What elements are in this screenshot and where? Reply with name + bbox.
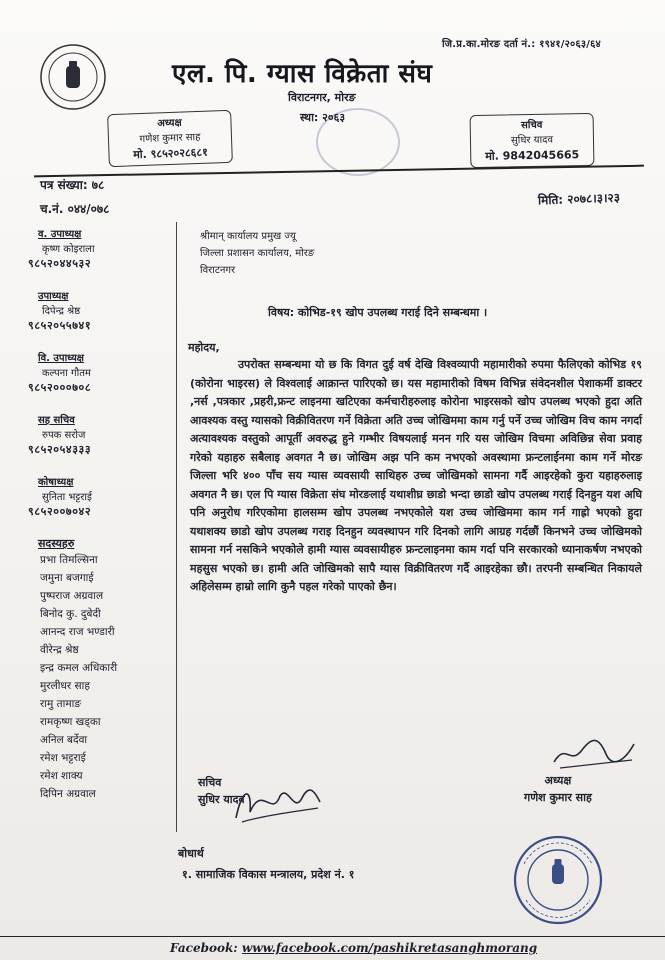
member-name: इन्द्र कमल अधिकारी [40, 662, 118, 674]
president-phone: मो. ९८५२०२८६८१ [132, 145, 209, 162]
sidebar-name: कृष्ण कोइराला [42, 244, 95, 255]
sidebar-name: रुपक सरोज [42, 430, 86, 441]
sidebar-role: वि. उपाध्यक्ष [38, 353, 84, 364]
letter-number: पत्र संख्या: ७८ [40, 178, 105, 192]
member-name: आनन्द राज भण्डारी [40, 626, 115, 638]
member-name: रामकृष्ण खड्का [40, 716, 101, 728]
footer-label: Facebook: [170, 941, 238, 955]
president-name: गणेश कुमार साह [139, 131, 201, 146]
member-name: दिपिन अग्रवाल [40, 788, 96, 800]
organization-title: एल. पि. ग्यास विक्रेता संघ [172, 59, 433, 89]
dispatch-number: च.नं. ०४४/०७८ [40, 202, 110, 216]
facebook-link[interactable]: www.facebook.com/pashikretasanghmorang [241, 941, 538, 955]
member-name: बिनोद कु. दुबेदी [40, 608, 101, 620]
member-name: जमुना बजगाई [40, 572, 94, 584]
member-name: रामु तामाङ [40, 698, 82, 710]
member-name: पुष्पराज अग्रवाल [40, 590, 104, 602]
organization-address: विराटनगर, मोरङ [288, 91, 356, 104]
president-role: अध्यक्ष [157, 117, 182, 130]
president-signature [548, 732, 638, 776]
sidebar-role: सह सचिव [38, 415, 75, 426]
secretary-box [470, 113, 595, 168]
secretary-signature [232, 778, 322, 824]
member-name: अनिल बर्देवा [40, 734, 88, 746]
letter-body: उपरोक्त सम्बन्धमा यो छ कि विगत दुई वर्ष देखि विश्वव्यापी महामारीको रुपमा फैलिएको कोभिड १९ (कोरोना भाइरस) ले विश्वलाई आक्रान्त पारिएको छ। यस महामारीको विषम विभिन्न संवेदनशील पेशाकर्मी डाक्टर ,नर्स ,पत्रकार ,प्रहरी,फ्रन्ट लाइनमा खटिएका कर्मचारीहरुलाइ कोरोना भाइरसको खोप उपलब्ध भएको हुदा अति आवश्यक वस्तु ग्यासको विक्रीवितरण गर्ने विक्रेता अति उच्च जोखिममा काम गर्नु पर्ने उच्च जोखिम विच काम नगर्दा अत्यावश्यक वस्तुको आपूर्ती अवरुद्ध हुने गम्भीर विषयलाई मनन गरि यस जोखिम विचमा अविछिन्न सेवा प्रवाह गरेको यहाहरु सबैलाइ अवगत नै छ। जोखिम अझ पनि कम नभएको अवस्थामा फ्रन्टलाईनमा काम गर्ने मोरङ जिल्ला भरि ४०० पाँच सय ग्यास व्यवसायी साथिहरु उच्च जोखिमको सामना गर्दै आइरहेको कुरा यहाहरुलाइ अवगत नै छ। एल पि ग्यास विक्रेता संघ मोरङलाई यथाशीघ्र छाडो भन्दा छाडो खोप उपलब्ध गराई दिनहुन यश अघि पनि अनुरोध गरिएकोमा हालसम्म खोप उपलब्ध नभएकोले यश उच्च जोखिममा काम गर्न गाह्रो भएको हुदा यथाशक्य छाडो खोप उपलब्ध गराइ दिनहुन व्यवस्थापन गरि दिनको लागि आग्रह गर्दछौं किनभने उच्च जोखिमको सामना गर्न नसकिने भएकोले हामी ग्यास व्यवसायीहरु फ्रन्टलाइनमा काम गर्दा पनि सरकारको ध्यानाकर्षण नभएको महसुस भएको छ। हामी अति जोखिमको सापै ग्यास विक्रीवितरण गर्दै आइरहेका छौ। तरपनी सम्बन्धित निकायले अहिलेसम्म हाम्रो लागि कुनै पहल गरेको पाएको छैन। [190, 358, 642, 593]
secretary-phone: मो. 9842045665 [485, 148, 580, 163]
members-heading: सदस्यहरु [38, 537, 75, 550]
salutation: महोदय, [188, 341, 220, 354]
member-name: रमेश भट्टराई [40, 752, 86, 764]
sidebar-phone: ९८५२०५५७४१ [28, 319, 92, 332]
emblem-icon [38, 42, 108, 112]
member-name: प्रभा तिमल्सिना [40, 554, 98, 566]
sidebar-entry [28, 350, 172, 395]
sidebar-phone: ९८५२००७०४२ [28, 505, 92, 518]
footer [170, 941, 537, 955]
established-year: स्था: २०६३ [300, 111, 346, 124]
sidebar-phone: ९८५२०४४५३२ [28, 257, 92, 270]
sidebar-entry [28, 226, 172, 271]
secretary-sign-name: सुधिर यादव [198, 793, 245, 806]
sidebar-name: दिपेन्द्र श्रेष्ठ [42, 306, 81, 317]
president-signature-block [524, 772, 592, 806]
sidebar-divider [176, 222, 177, 832]
member-name: वीरेन्द्र श्रेष्ठ [40, 644, 79, 656]
president-sign-name: गणेश कुमार साह [524, 791, 592, 804]
sidebar-name: सुनिता भट्टराई [42, 492, 92, 503]
sidebar-role: कोषाध्यक्ष [38, 477, 74, 488]
sidebar-entry [28, 288, 172, 333]
president-box [107, 110, 233, 167]
footer-divider [0, 936, 665, 937]
cc-heading: बोधार्थ [178, 847, 204, 860]
secretary-sign-role: सचिव [198, 776, 222, 789]
sidebar-entry [28, 474, 172, 519]
president-sign-role: अध्यक्ष [544, 774, 572, 787]
seal-stamp-icon [512, 834, 604, 926]
member-name: मुरलीधर साह [40, 680, 90, 692]
sidebar-entry [28, 412, 172, 457]
sidebar-role: व. उपाध्यक्ष [38, 229, 82, 240]
sidebar-role: उपाध्यक्ष [38, 291, 69, 302]
registration-number: जि.प्र.का.मोरङ दर्ता नं.: १९४१/२०६३/६४ [442, 39, 601, 50]
cc-item: १. सामाजिक विकास मन्त्रालय, प्रदेश नं. १ [182, 868, 355, 881]
sidebar-phone: ९८५२०५४३३३ [28, 443, 92, 456]
secretary-name: सुधिर यादव [510, 134, 554, 147]
recipient-line: जिल्ला प्रशासन कार्यालय, मोरङ [200, 248, 315, 259]
sidebar-phone: ९८५२०००७०८ [28, 381, 92, 394]
recipient-line: श्रीमान् कार्यालय प्रमुख ज्यू [200, 231, 296, 242]
secretary-role: सचिव [521, 119, 543, 132]
sidebar [28, 226, 172, 803]
member-name: रमेश शाक्य [40, 770, 83, 782]
letter-date: मिति: २०७८।३।२३ [537, 190, 621, 208]
recipient-address [200, 228, 314, 279]
recipient-line: विराटनगर [200, 265, 236, 276]
letter-subject: विषय: कोभिड-१९ खोप उपलब्ध गराई दिने सम्बन्धमा । [268, 306, 488, 319]
sidebar-name: कल्पना गौतम [42, 368, 91, 379]
